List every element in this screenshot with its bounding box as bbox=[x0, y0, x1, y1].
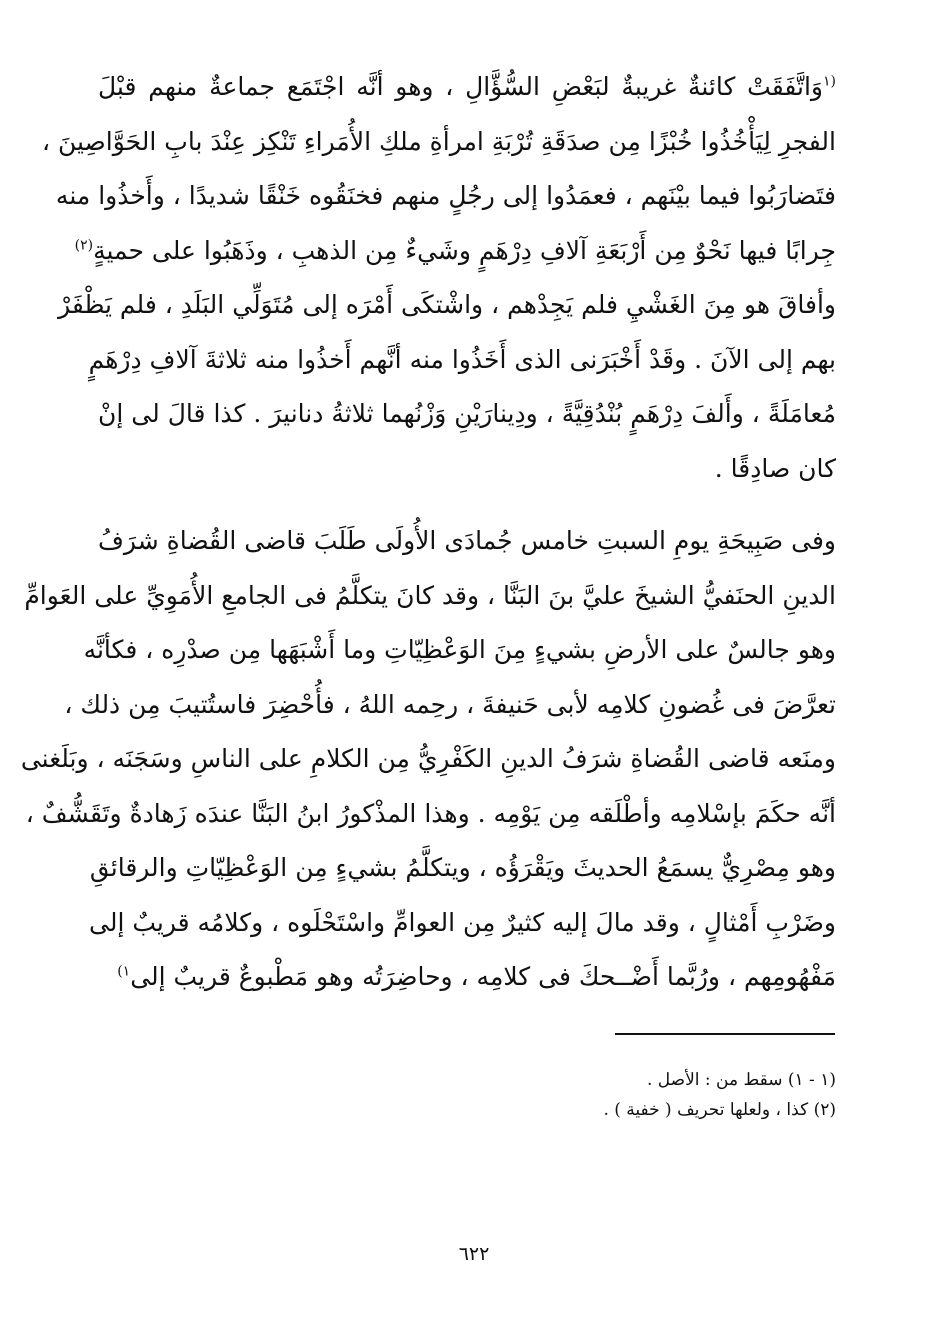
footnote-marker: (١ bbox=[823, 73, 836, 90]
text-line bbox=[89, 841, 836, 896]
text-line-content: الدينِ الحنَفيُّ الشيخَ عليَّ بنَ البَنَّا ، وقد كانَ يتكلَّمُ فى الجامعِ الأُمَوِيِّ على العَوامِّ bbox=[24, 580, 836, 610]
text-line-content: وَاتَّفَقَتْ كائنةٌ غريبةٌ لبَعْضِ السُّؤَّالِ ، وهو أنَّه اجْتَمَع جماعةٌ منهم قبْلَ bbox=[98, 72, 823, 101]
text-line bbox=[64, 678, 836, 733]
text-line-content: تعرَّضَ فى غُضونِ كلامِه لأبى حَنيفةَ ، رحِمه اللهُ ، فأُحْضِرَ فاستُتيبَ مِن ذلك ، bbox=[64, 689, 836, 719]
footnote-separator bbox=[615, 1033, 835, 1035]
text-line-content: وأفاقَ هو مِنَ الغَشْيِ فلم يَجِدْهم ، واشْتكَى أَمْرَه إلى مُتَوَلِّي البَلَدِ ، فلم يَظْفَرْ bbox=[58, 290, 836, 319]
text-line bbox=[20, 732, 836, 787]
text-line-content: وضَرْبِ أَمْثالٍ ، وقد مالَ إليه كثيرٌ مِن العوامِّ واسْتَحْلَوه ، وكلامُه قريبٌ إلى bbox=[88, 907, 836, 937]
footnote-marker: (٢) bbox=[74, 237, 94, 254]
text-line-content: وفى صَبِيحَةِ يومِ السبتِ خامس جُمادَى الأُولَى طَلَبَ قاضى القُضاةِ شرَفُ bbox=[98, 526, 836, 555]
text-line-content: الفجرِ لِيَأْخُذُوا خُبْزًا مِن صدَقَةِ تُرْبَةِ امرأةِ ملكِ الأُمَراءِ تَنْكِز عِنْدَ بابِ الحَوَّاصِينَ ، bbox=[41, 126, 836, 156]
text-line bbox=[24, 569, 836, 624]
text-line-content: مُعامَلَةً ، وأَلفَ دِرْهَمٍ بُنْدُقِيَّةً ، ودِينارَيْنِ وَزْنُهما ثلاثةُ دنانيرَ . كذا قالَ لى إنْ bbox=[98, 399, 836, 428]
text-line bbox=[98, 950, 836, 1005]
text-line bbox=[98, 60, 836, 115]
paragraph-1 bbox=[41, 60, 836, 496]
text-line bbox=[74, 224, 836, 279]
footnote-1: (١ - ١) سقط من : الأصل . bbox=[646, 1070, 836, 1090]
footnote-marker: ١) bbox=[117, 963, 131, 980]
text-line bbox=[98, 514, 836, 569]
text-line-content: ومنَعه قاضى القُضاةِ شرَفُ الدينِ الكَفْرِيُّ مِن الكلامِ على الناسِ وسَجَنَه ، وبَلَغنى bbox=[20, 744, 836, 773]
text-line bbox=[98, 387, 836, 442]
text-line bbox=[41, 115, 836, 170]
page-number: ٦٢٢ bbox=[458, 1243, 490, 1265]
text-line bbox=[98, 442, 836, 497]
text-line bbox=[55, 169, 836, 224]
text-line-content: بهم إلى الآنَ . وقَدْ أَخْبَرَنى الذى أَخَذُوا منه أنَّهم أَخذُوا منه ثلاثةَ آلافِ دِرْهَمٍ bbox=[88, 344, 836, 374]
text-line bbox=[58, 278, 836, 333]
paragraph-2 bbox=[20, 514, 836, 1005]
text-line-content: وهو مِصْرِيٌّ يسمَعُ الحديثَ ويَقْرَؤُه ، ويتكلَّمُ بشيءٍ مِن الوَعْظِيّاتِ والرقائقِ bbox=[89, 853, 836, 882]
text-line bbox=[83, 623, 836, 678]
main-text bbox=[20, 60, 836, 1005]
text-line-content: جِرابًا فيها نَحْوٌ مِن أَرْبَعَةِ آلافِ دِرْهَمٍ وشَيءٌ مِن الذهبِ ، وذَهَبُوا على حميةٍ bbox=[93, 235, 836, 265]
text-line-content: مَفْهُومِهم ، ورُبَّما أَضْــحكَ فى كلامِه ، وحاضِرَتُه وهو مَطْبوعٌ قريبٌ إلى bbox=[130, 962, 836, 991]
text-line-content: أنَّه حكَمَ بإسْلامِه وأطْلَقه مِن يَوْمِه . وهذا المذْكورُ ابنُ البَنَّا عندَه زَهادةٌ وتَقَشُّفٌ ، bbox=[25, 798, 836, 828]
text-line-content: فتَضارَبُوا فيما بيْنَهم ، فعمَدُوا إلى رجُلٍ منهم فخنَقُوه خَنْقًا شديدًا ، وأَخذُوا منه bbox=[55, 181, 836, 210]
text-line-content: كان صادِقًا . bbox=[714, 453, 836, 483]
text-line bbox=[88, 896, 836, 951]
footnote-2: (٢) كذا ، ولعلها تحريف ( خفية ) . bbox=[603, 1100, 836, 1120]
text-line-content: وهو جالسٌ على الأرضِ بشيءٍ مِنَ الوَعْظِيّاتِ وما أَشْبَهَها مِن صدْرِه ، فكأنَّه bbox=[83, 635, 836, 664]
footnotes bbox=[380, 1065, 836, 1125]
text-line bbox=[88, 333, 836, 388]
text-line bbox=[25, 787, 836, 842]
